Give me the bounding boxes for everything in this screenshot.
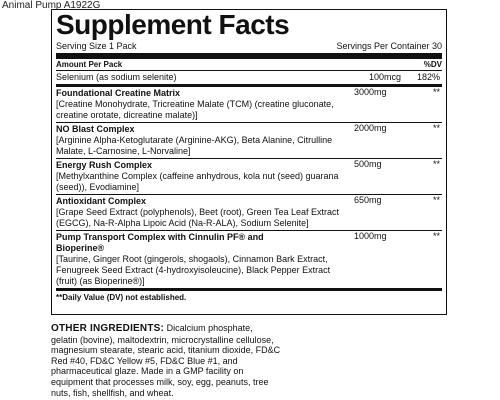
blend-row <box>56 195 442 230</box>
dv-footnote: **Daily Value (DV) not established. <box>56 293 187 302</box>
blend-amount: 1000mg <box>354 231 387 241</box>
serving-size: Serving Size 1 Pack <box>56 41 137 51</box>
blend-dv: ** <box>432 87 440 97</box>
blend-ingredients: [Taurine, Ginger Root (gingerols, shogaols), Cinnamon Bark Extract, Fenugreek Seed Extract (4-hydroxyisoleucine), Black Pepper Extract (fruit) (as Bioperine®)] <box>56 254 331 286</box>
other-ingredients-label: OTHER INGREDIENTS: <box>51 323 165 334</box>
blend-row <box>56 231 442 288</box>
blend-ingredients: [Grape Seed Extract (polyphenols), Beet (root), Green Tea Leaf Extract (EGCG), Na-R-Alpha Lipoic Acid (Na-R-ALA), Sodium Selenite] <box>56 207 339 228</box>
blend-dv: ** <box>432 159 440 169</box>
blend-name: Energy Rush Complex <box>56 160 153 170</box>
blend-dv: ** <box>432 123 440 133</box>
blend-amount: 2000mg <box>354 123 387 133</box>
serving-info-row <box>56 41 442 51</box>
amount-per-pack-header: Amount Per Pack <box>56 60 123 69</box>
product-code: Animal Pump A1922G <box>2 0 101 11</box>
blend-name: Pump Transport Complex with Cinnulin PF® and Bioperine® <box>56 232 264 253</box>
panel-title: Supplement Facts <box>56 9 290 40</box>
blend-amount: 3000mg <box>354 87 387 97</box>
selenium-row <box>56 71 442 84</box>
blend-ingredients: [Creatine Monohydrate, Tricreatine Malate (TCM) (creatine gluconate, creatine orotate, dicreatine malate)] <box>56 99 334 120</box>
supplement-facts-panel <box>51 9 447 315</box>
blend-dv: ** <box>432 195 440 205</box>
blend-ingredients: [Arginine Alpha-Ketoglutarate (Arginine-AKG), Beta Alanine, Citrulline Malate, L-Carnosine, L-Norvaline] <box>56 135 333 156</box>
blend-amount: 650mg <box>354 195 382 205</box>
nutrient-name: Selenium (as sodium selenite) <box>56 72 177 82</box>
blend-row <box>56 87 442 122</box>
blend-ingredients: [Methylxanthine Complex (caffeine anhydrous, kola nut (seed) guarana (seed)), Evodiamine] <box>56 171 339 192</box>
blend-amount: 500mg <box>354 159 382 169</box>
blend-name: NO Blast Complex <box>56 124 135 134</box>
blend-dv: ** <box>432 231 440 241</box>
blend-name: Foundational Creatine Matrix <box>56 88 181 98</box>
servings-per-container: Servings Per Container 30 <box>336 41 442 51</box>
dv-header: %DV <box>423 60 442 69</box>
nutrient-amount: 100mcg <box>369 72 402 82</box>
nutrient-dv: 182% <box>416 72 440 82</box>
other-ingredients-text: Dicalcium phosphate, gelatin (bovine), maltodextrin, microcrystalline cellulose, magnesium stearate, stearic acid, titanium dioxide, FD&C Red #40, FD&C Yellow #5, FD&C Blue #1, and pharmaceutical glaze. Made in a GMP facility on equipment that processes milk, soy, egg, peanuts, tree nuts, fish, shellfish, and wheat. <box>51 323 281 398</box>
blend-row <box>56 123 442 158</box>
other-ingredients <box>51 323 281 398</box>
blend-name: Antioxidant Complex <box>56 196 147 206</box>
amount-header-row <box>56 59 442 70</box>
blend-row <box>56 159 442 194</box>
